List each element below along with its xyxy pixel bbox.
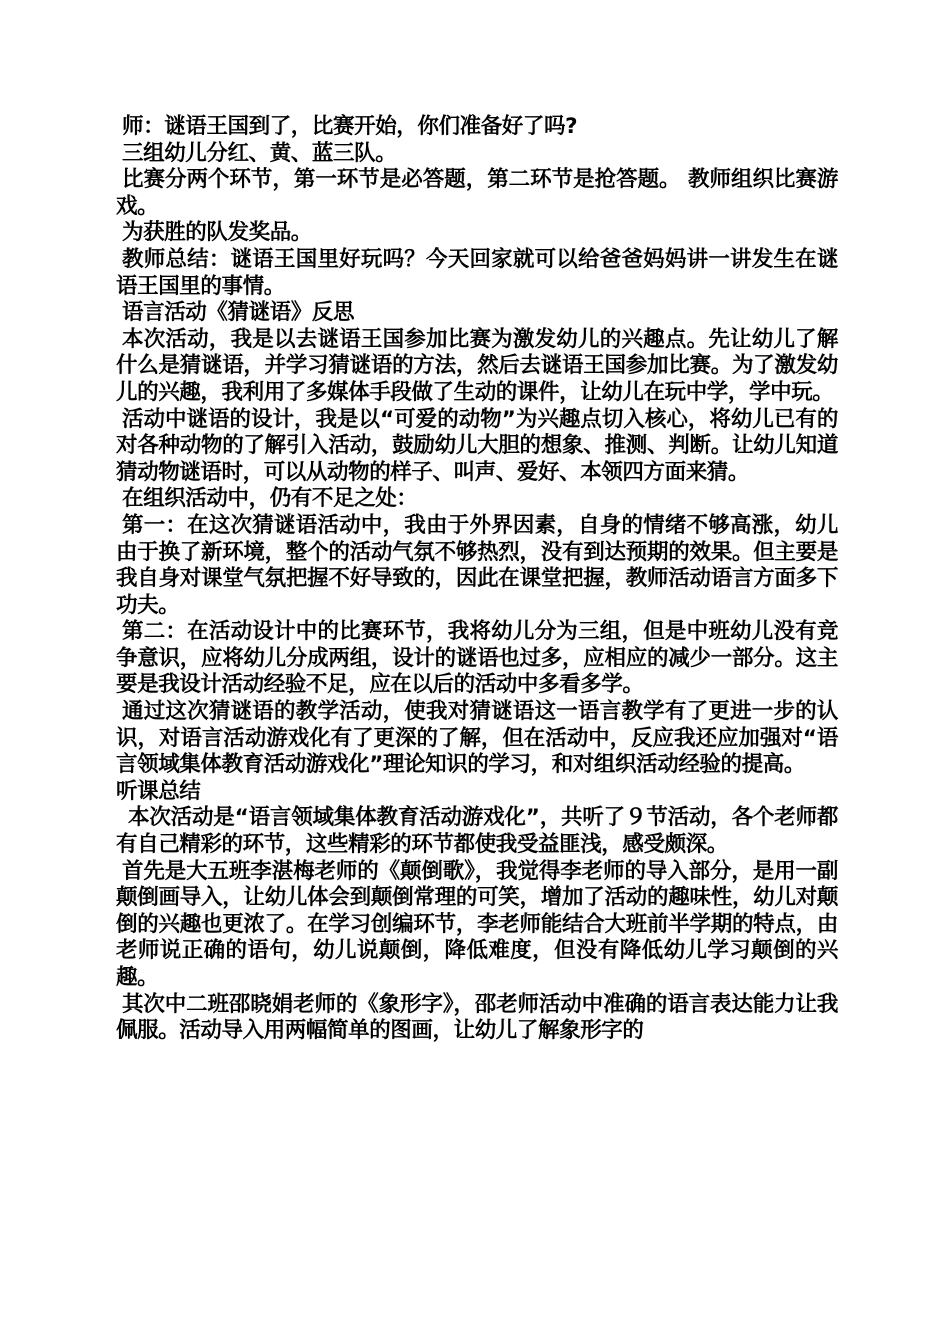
paragraph-lesson-overview: 本次活动是“语言领域集体教育活动游戏化”，共听了９节活动，各个老师都有自己精彩的环节，这些精彩的环节都使我受益匪浅，感受颇深。: [116, 805, 838, 858]
section-title-reflection: 语言活动《猜谜语》反思: [122, 300, 355, 326]
paragraph-second-lesson: 其次中二班邵晓娟老师的《象形字》，邵老师活动中准确的语言表达能力让我佩服。活动导入用两幅简单的图画，让幼儿了解象形字的: [116, 991, 838, 1044]
paragraph-conclusion: 通过这次猜谜语的教学活动，使我对猜谜语这一语言教学有了更进一步的认识，对语言活动游戏化有了更深的了解，但在活动中，反应我还应加强对“语言领域集体教育活动游戏化”理论知识的学习，和对组织活动经验的提高。: [116, 699, 838, 778]
paragraph-riddle-design: 活动中谜语的设计，我是以“可爱的动物”为兴趣点切入核心，将幼儿已有的对各种动物的了解引入活动，鼓励幼儿大胆的想象、推测、判断。让幼儿知道猜动物谜语时，可以从动物的样子、叫声、爱好、本领四方面来猜。: [116, 406, 838, 485]
paragraph-second-point: 第二：在活动设计中的比赛环节，我将幼儿分为三组，但是中班幼儿没有竞争意识，应将幼儿分成两组，设计的谜语也过多，应相应的减少一部分。这主要是我设计活动经验不足，应在以后的活动中多看多学。: [116, 619, 838, 698]
paragraph-reflection-intro: 本次活动，我是以去谜语王国参加比赛为激发幼儿的兴趣点。先让幼儿了解什么是猜谜语，并学习猜谜语的方法，然后去谜语王国参加比赛。为了激发幼儿的兴趣，我利用了多媒体手段做了生动的课件，让幼儿在玩中学，学中玩。: [116, 326, 838, 405]
paragraph-shortcomings: 在组织活动中，仍有不足之处：: [122, 486, 418, 512]
document-body: [116, 114, 838, 1045]
paragraph-teams: 三组幼儿分红、黄、蓝三队。: [122, 140, 397, 166]
paragraph-competition-rounds: 比赛分两个环节，第一环节是必答题，第二环节是抢答题。 教师组织比赛游戏。: [116, 167, 838, 219]
paragraph-teacher-summary: 教师总结：谜语王国里好玩吗？今天回家就可以给爸爸妈妈讲一讲发生在谜语王国里的事情。: [116, 246, 838, 299]
section-title-lesson-summary: 听课总结: [116, 778, 201, 804]
paragraph-first-point: 第一：在这次猜谜语活动中，我由于外界因素，自身的情绪不够高涨，幼儿由于换了新环境，整个的活动气氛不够热烈，没有到达预期的效果。但主要是我自身对课堂气氛把握不好导致的，因此在课堂把握，教师活动语言方面多下功夫。: [116, 512, 838, 618]
paragraph-prizes: 为获胜的队发奖品。: [122, 220, 312, 246]
paragraph-first-lesson: 首先是大五班李湛梅老师的《颠倒歌》，我觉得李老师的导入部分，是用一副颠倒画导入，让幼儿体会到颠倒常理的可笑，增加了活动的趣味性，幼儿对颠倒的兴趣也更浓了。在学习创编环节，李老师能结合大班前半学期的特点，由老师说正确的语句，幼儿说颠倒，降低难度，但没有降低幼儿学习颠倒的兴趣。: [116, 858, 838, 990]
paragraph-teacher-opening: 师：谜语王国到了，比赛开始，你们准备好了吗?: [122, 114, 578, 139]
